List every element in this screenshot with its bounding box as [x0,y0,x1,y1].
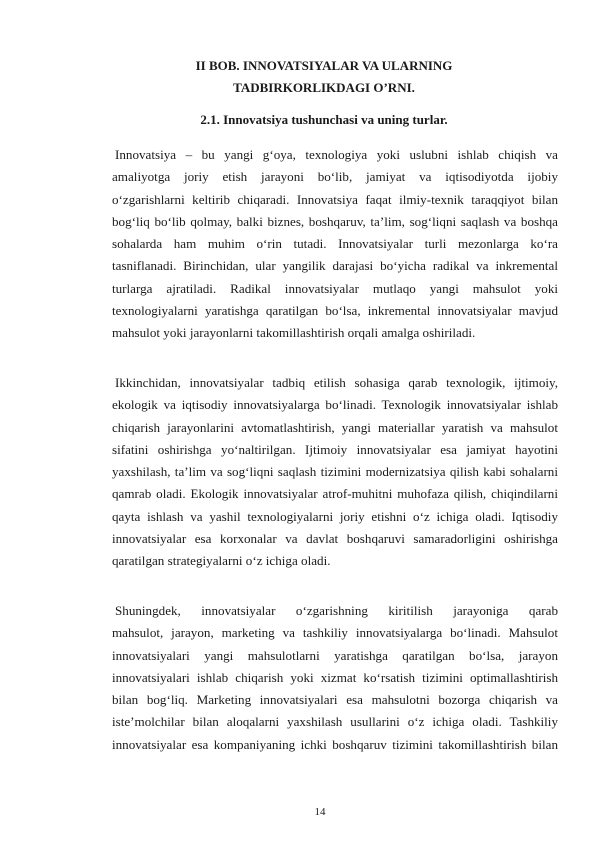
page-number: 14 [314,806,326,818]
text-line: chiqarish jarayonlarini avtomatlashtirish, yangi materiallar yaratish va mahsulot [112,419,558,435]
text-line: o‘zgarishlarni keltirib chiqaradi. Innovatsiya faqat ilmiy-texnik taraqqiyot bilan [112,191,558,207]
paragraph-2 [112,372,558,573]
text-line: mahsulot, jarayon, marketing va tashkiliy innovatsiyalarga bo‘linadi. Mahsulot [112,625,558,641]
text-line: qamrab oladi. Ekologik innovatsiyalar atrof-muhitni muhofaza qilish, chiqindilarni [112,486,558,502]
text-line: qayta ishlash va yashil texnologiyalarni joriy etishni o‘z ichiga oladi. Iqtisodiy [112,508,558,524]
text-line: innovatsiyalari ishlab chiqarish yoki xizmat ko‘rsatish tizimini optimallashtirish [112,669,558,685]
text-line: turlarga ajratiladi. Radikal innovatsiyalar mutlaqo yangi mahsulot yoki [112,280,558,296]
text-line: iste’molchilar bilan aloqalarni yaxshilash usullarini o‘z ichiga oladi. Tashkiliy [112,714,558,730]
text-line: innovatsiyalari yangi mahsulotlarni yaratishga qaratilgan bo‘lsa, jarayon [112,647,558,663]
text-line: bilan bog‘liq. Marketing innovatsiyalari esa mahsulotni bozorga chiqarish va [112,692,558,708]
text-line: Shuningdek, innovatsiyalar o‘zgarishning kiritilish jarayoniga qarab [115,603,558,618]
text-line: ekologik va iqtisodiy innovatsiyalarga bo‘linadi. Texnologik innovatsiyalar ishlab [112,397,558,413]
text-line: innovatsiyalar esa kompaniyaning ichki boshqaruv tizimini takomillashtirish bilan [112,736,558,752]
text-line: mahsulot yoki jarayonlarni takomillashtirish orqali amalga oshiriladi. [112,325,476,341]
text-line: sohalarda ham muhim o‘rin tutadi. Innovatsiyalar turli mezonlarga ko‘ra [112,236,558,252]
text-line: Innovatsiya – bu yangi g‘oya, texnologiya yoki uslubni ishlab chiqish va [115,147,558,162]
chapter-title-line-1: II BOB. INNOVATSIYALAR VA ULARNING [195,58,453,73]
text-line: tasniflanadi. Birinchidan, ular yangilik darajasi bo‘yicha radikal va inkremental [112,258,558,274]
text-line: Ikkinchidan, innovatsiyalar tadbiq etilish sohasiga qarab texnologik, ijtimoiy, [115,375,558,390]
text-line: yaxshilash, ta’lim va sog‘liqni saqlash tizimini modernizatsiya qilish kabi sohalarni [112,464,558,480]
text-line: innovatsiyalar esa korxonalar va davlat boshqaruvi samaradorligini oshirishga [112,531,558,547]
text-line: sifatini oshirishga yo‘naltirilgan. Ijtimoiy innovatsiyalar esa jamiyat hayotini [112,441,558,457]
text-line: qaratilgan strategiyalarni o‘z ichiga oladi. [112,553,331,569]
chapter-title-line-2: TADBIRKORLIKDAGI O’RNI. [233,80,415,95]
section-title: 2.1. Innovatsiya tushunchasi va uning turlar. [200,112,448,127]
paragraph-3 [112,600,558,756]
text-line: bog‘liq bo‘lib qolmay, balki biznes, boshqaruv, ta’lim, sog‘liqni saqlash va boshqa [112,213,558,229]
text-line: texnologiyalarni yaratishga qaratilgan bo‘lsa, inkremental innovatsiyalar mavjud [112,303,558,319]
paragraph-1 [112,144,558,345]
text-line: amaliyotga joriy etish jarayoni bo‘lib, jamiyat va iqtisodiyotda ijobiy [112,169,558,185]
